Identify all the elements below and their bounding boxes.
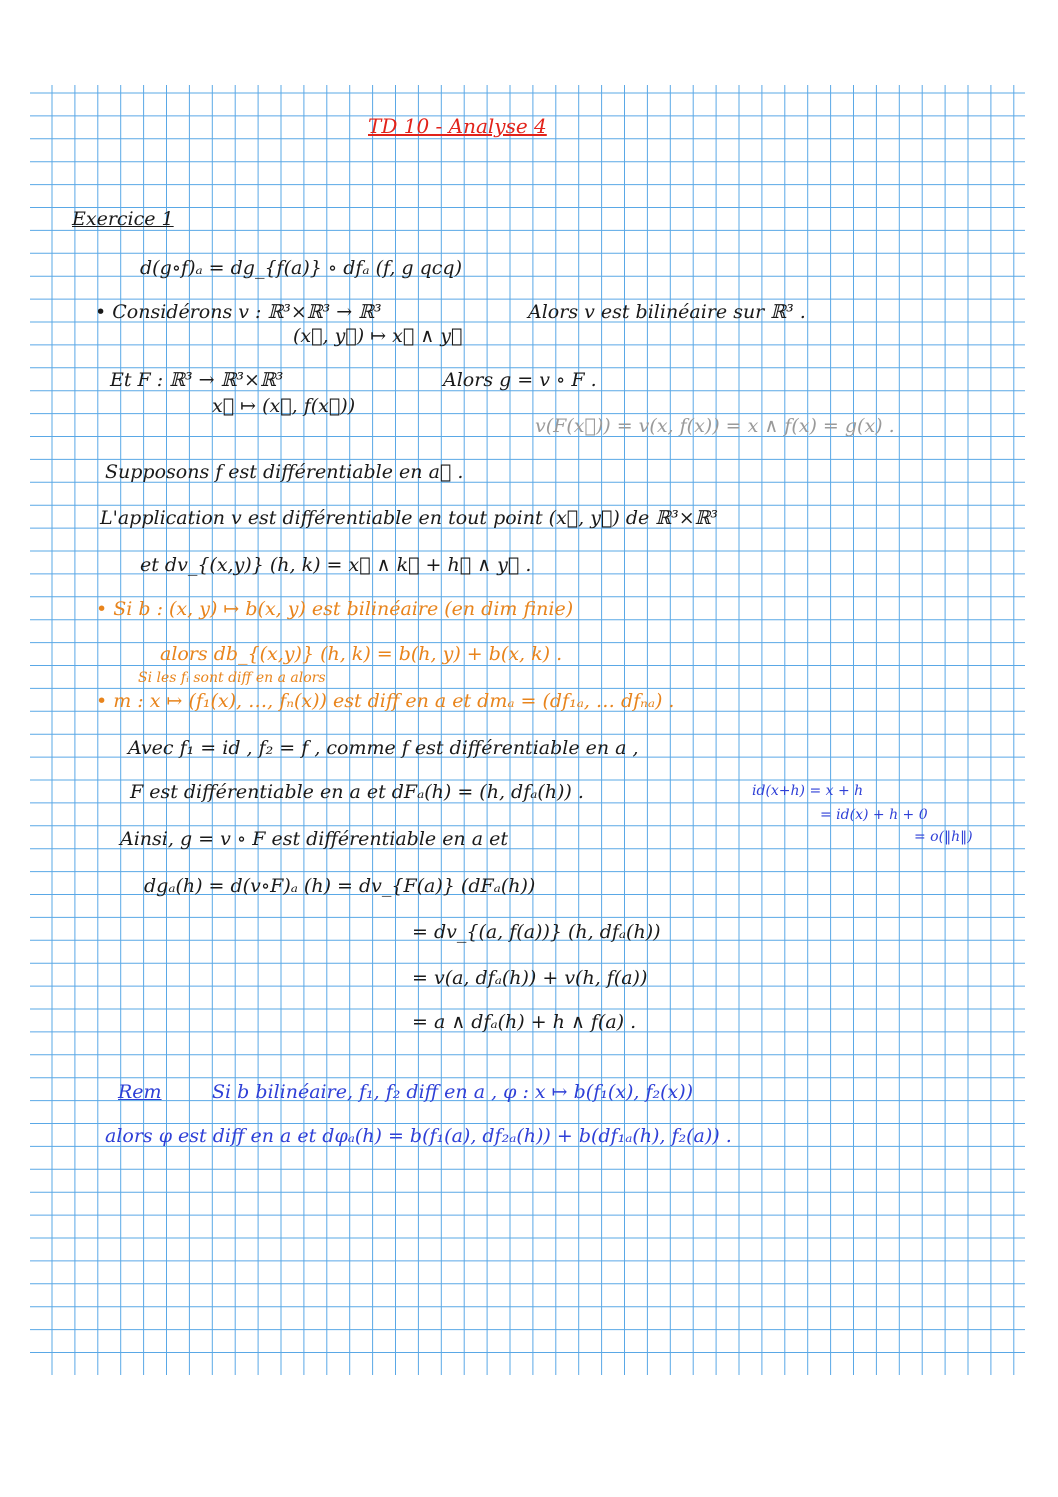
orange-bilinear-line: • Si b : (x, y) ↦ b(x, y) est bilinéaire (en dim finie) <box>96 598 574 620</box>
page-title: TD 10 - Analyse 4 <box>368 114 547 138</box>
exercise-heading: Exercice 1 <box>72 208 174 230</box>
alors-g-line: Alors g = v ∘ F . <box>443 369 597 391</box>
avec-line: Avec f₁ = id , f₂ = f , comme f est différentiable en a , <box>128 737 639 759</box>
chain-rule-line: d(g∘f)ₐ = dg_{f(a)} ∘ dfₐ (f, g qcq) <box>140 257 463 279</box>
orange-m-line: • m : x ↦ (f₁(x), …, fₙ(x)) est diff en a et dmₐ = (df₁ₐ, … dfₙₐ) . <box>96 690 675 712</box>
dg-line-3: = v(a, dfₐ(h)) + v(h, f(a)) <box>412 967 648 989</box>
rem-line-1: Si b bilinéaire, f₁, f₂ diff en a , φ : x ↦ b(f₁(x), f₂(x)) <box>212 1081 694 1103</box>
v-map-line: (x⃗, y⃗) ↦ x⃗ ∧ y⃗ <box>293 325 463 347</box>
rem-line-2: alors φ est diff en a et dφₐ(h) = b(f₁(a), df₂ₐ(h)) + b(df₁ₐ(h), f₂(a)) . <box>105 1125 732 1147</box>
supposons-line: Supposons f est différentiable en a⃗ . <box>105 461 464 483</box>
consider-v-line: • Considérons v : ℝ³×ℝ³ → ℝ³ <box>95 301 382 323</box>
ainsi-line: Ainsi, g = v ∘ F est différentiable en a et <box>120 828 508 850</box>
orange-si-fi-line: Si les fᵢ sont diff en a alors <box>138 670 326 686</box>
application-v-line: L'application v est différentiable en tout point (x⃗, y⃗) de ℝ³×ℝ³ <box>100 507 719 529</box>
blue-id-line-1: id(x+h) = x + h <box>752 783 864 799</box>
v-bilinear-line: Alors v est bilinéaire sur ℝ³ . <box>528 301 806 323</box>
grey-check-line: v(F(x⃗)) = v(x, f(x)) = x ∧ f(x) = g(x) . <box>535 415 895 437</box>
dg-line-2: = dv_{(a, f(a))} (h, dfₐ(h)) <box>412 921 661 943</box>
orange-db-line: alors db_{(x,y)} (h, k) = b(h, y) + b(x, k) . <box>160 643 563 665</box>
et-F-line: Et F : ℝ³ → ℝ³×ℝ³ <box>110 369 284 391</box>
dv-formula-line: et dv_{(x,y)} (h, k) = x⃗ ∧ k⃗ + h⃗ ∧ y⃗ . <box>140 554 532 576</box>
blue-id-line-3: = o(‖h‖) <box>914 829 973 845</box>
blue-id-line-2: = id(x) + h + 0 <box>820 807 928 823</box>
F-diff-line: F est différentiable en a et dFₐ(h) = (h, dfₐ(h)) . <box>130 781 584 803</box>
dg-line-4: = a ∧ dfₐ(h) + h ∧ f(a) . <box>412 1011 637 1033</box>
dg-line-1: dgₐ(h) = d(v∘F)ₐ (h) = dv_{F(a)} (dFₐ(h)) <box>144 875 536 897</box>
rem-label: Rem <box>118 1081 162 1103</box>
F-map-line: x⃗ ↦ (x⃗, f(x⃗)) <box>212 395 356 417</box>
